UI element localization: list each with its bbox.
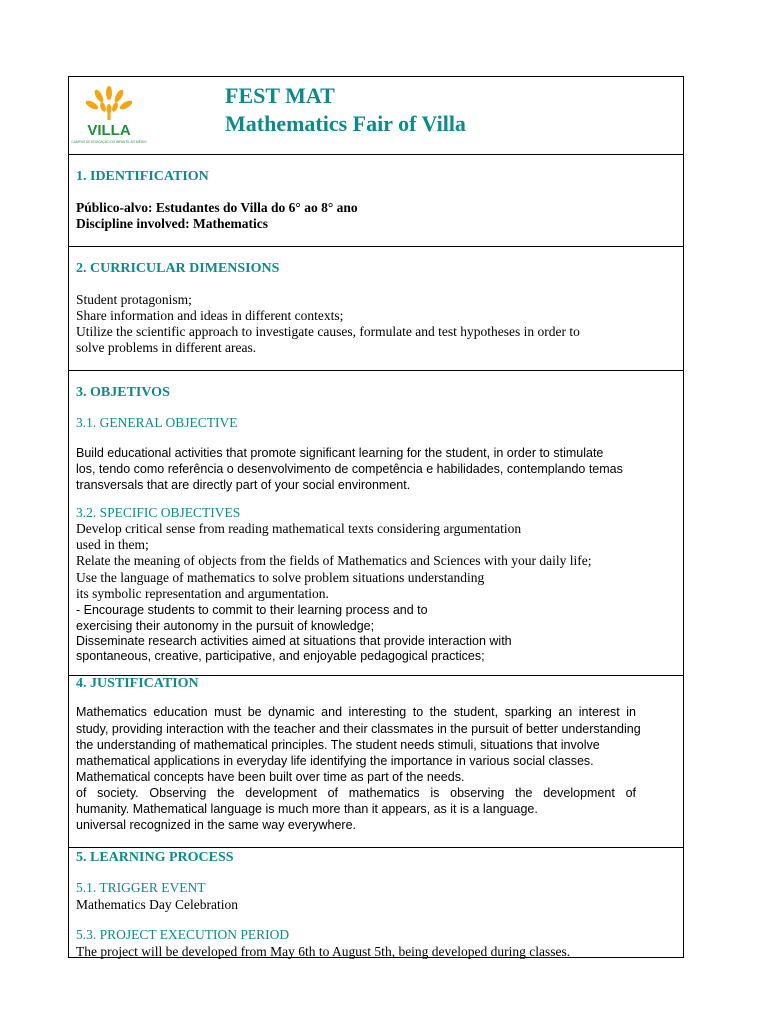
specific-objective-line: Develop critical sense from reading mathematical texts considering argumentation xyxy=(76,521,522,536)
trigger-event-title: 5.1. TRIGGER EVENT xyxy=(76,880,206,895)
specific-objective-line: Disseminate research activities aimed at situations that provide interaction with xyxy=(76,634,512,648)
project-document-table xyxy=(68,76,684,958)
justification-line: universal recognized in the same way everywhere. xyxy=(76,818,356,832)
specific-objective-line: Relate the meaning of objects from the fields of Mathematics and Sciences with your daily life; xyxy=(76,553,592,568)
specific-objective-line: used in them; xyxy=(76,537,149,552)
identification-section xyxy=(69,155,683,247)
discipline: Discipline involved: Mathematics xyxy=(76,216,268,231)
specific-objective-line: spontaneous, creative, participative, and enjoyable pedagogical practices; xyxy=(76,649,485,663)
logo-tagline: CAMPUS DE EDUCAÇÃO DO INFANTIL AO MÉDIO xyxy=(71,140,147,144)
section-title: 5. LEARNING PROCESS xyxy=(76,850,234,865)
curricular-line: solve problems in different areas. xyxy=(76,340,257,355)
logo-text: VILLA xyxy=(87,122,131,139)
general-objective-line: Build educational activities that promote significant learning for the student, in order to stimulate xyxy=(76,446,604,460)
target-audience: Público-alvo: Estudantes do Villa do 6° ao 8° ano xyxy=(76,200,358,215)
justification-line: Mathematics education must be dynamic and interesting to the student, sparking an interest in xyxy=(76,705,636,719)
trigger-event-text: Mathematics Day Celebration xyxy=(76,897,238,912)
justification-line: humanity. Mathematical language is much more than it appears, as it is a language. xyxy=(76,802,538,816)
specific-objective-line: Use the language of mathematics to solve problem situations understanding xyxy=(76,570,485,585)
justification-line: study, providing interaction with the teacher and their classmates in the pursuit of better understanding xyxy=(76,722,641,736)
document-title: FEST MAT xyxy=(225,83,335,108)
section-title: 3. OBJETIVOS xyxy=(76,385,170,400)
section-title: 4. JUSTIFICATION xyxy=(76,676,199,691)
curricular-line: Utilize the scientific approach to investigate causes, formulate and test hypotheses in order to xyxy=(76,324,580,339)
justification-line: mathematical applications in everyday life identifying the importance in various social classes. xyxy=(76,754,594,768)
section-title: 2. CURRICULAR DIMENSIONS xyxy=(76,261,280,276)
general-objective-line: transversals that are directly part of your social environment. xyxy=(76,478,411,492)
objectives-section xyxy=(69,371,683,676)
section-title: 1. IDENTIFICATION xyxy=(76,169,209,184)
header-row xyxy=(69,77,683,155)
document-subtitle: Mathematics Fair of Villa xyxy=(225,111,466,136)
specific-objective-line: its symbolic representation and argumentation. xyxy=(76,586,329,601)
general-objective-line: los, tendo como referência o desenvolvimento de competência e habilidades, contemplando temas xyxy=(76,462,623,476)
specific-objectives-title: 3.2. SPECIFIC OBJECTIVES xyxy=(76,505,241,520)
justification-section xyxy=(69,676,683,848)
general-objective-title: 3.1. GENERAL OBJECTIVE xyxy=(76,415,238,430)
justification-line: Mathematical concepts have been built over time as part of the needs. xyxy=(76,770,465,784)
curricular-line: Share information and ideas in different contexts; xyxy=(76,308,344,323)
specific-objective-line: - Encourage students to commit to their learning process and to xyxy=(76,603,428,617)
specific-objective-line: exercising their autonomy in the pursuit of knowledge; xyxy=(76,619,375,633)
learning-process-section xyxy=(69,848,683,959)
curricular-section xyxy=(69,247,683,371)
justification-line: the understanding of mathematical principles. The student needs stimuli, situations that involve xyxy=(76,738,600,752)
curricular-line: Student protagonism; xyxy=(76,292,192,307)
justification-line: of society. Observing the development of mathematics is observing the development of xyxy=(76,786,636,800)
execution-period-text: The project will be developed from May 6th to August 5th, being developed during classes. xyxy=(76,944,571,959)
execution-period-title: 5.3. PROJECT EXECUTION PERIOD xyxy=(76,927,290,942)
villa-logo xyxy=(71,83,147,149)
